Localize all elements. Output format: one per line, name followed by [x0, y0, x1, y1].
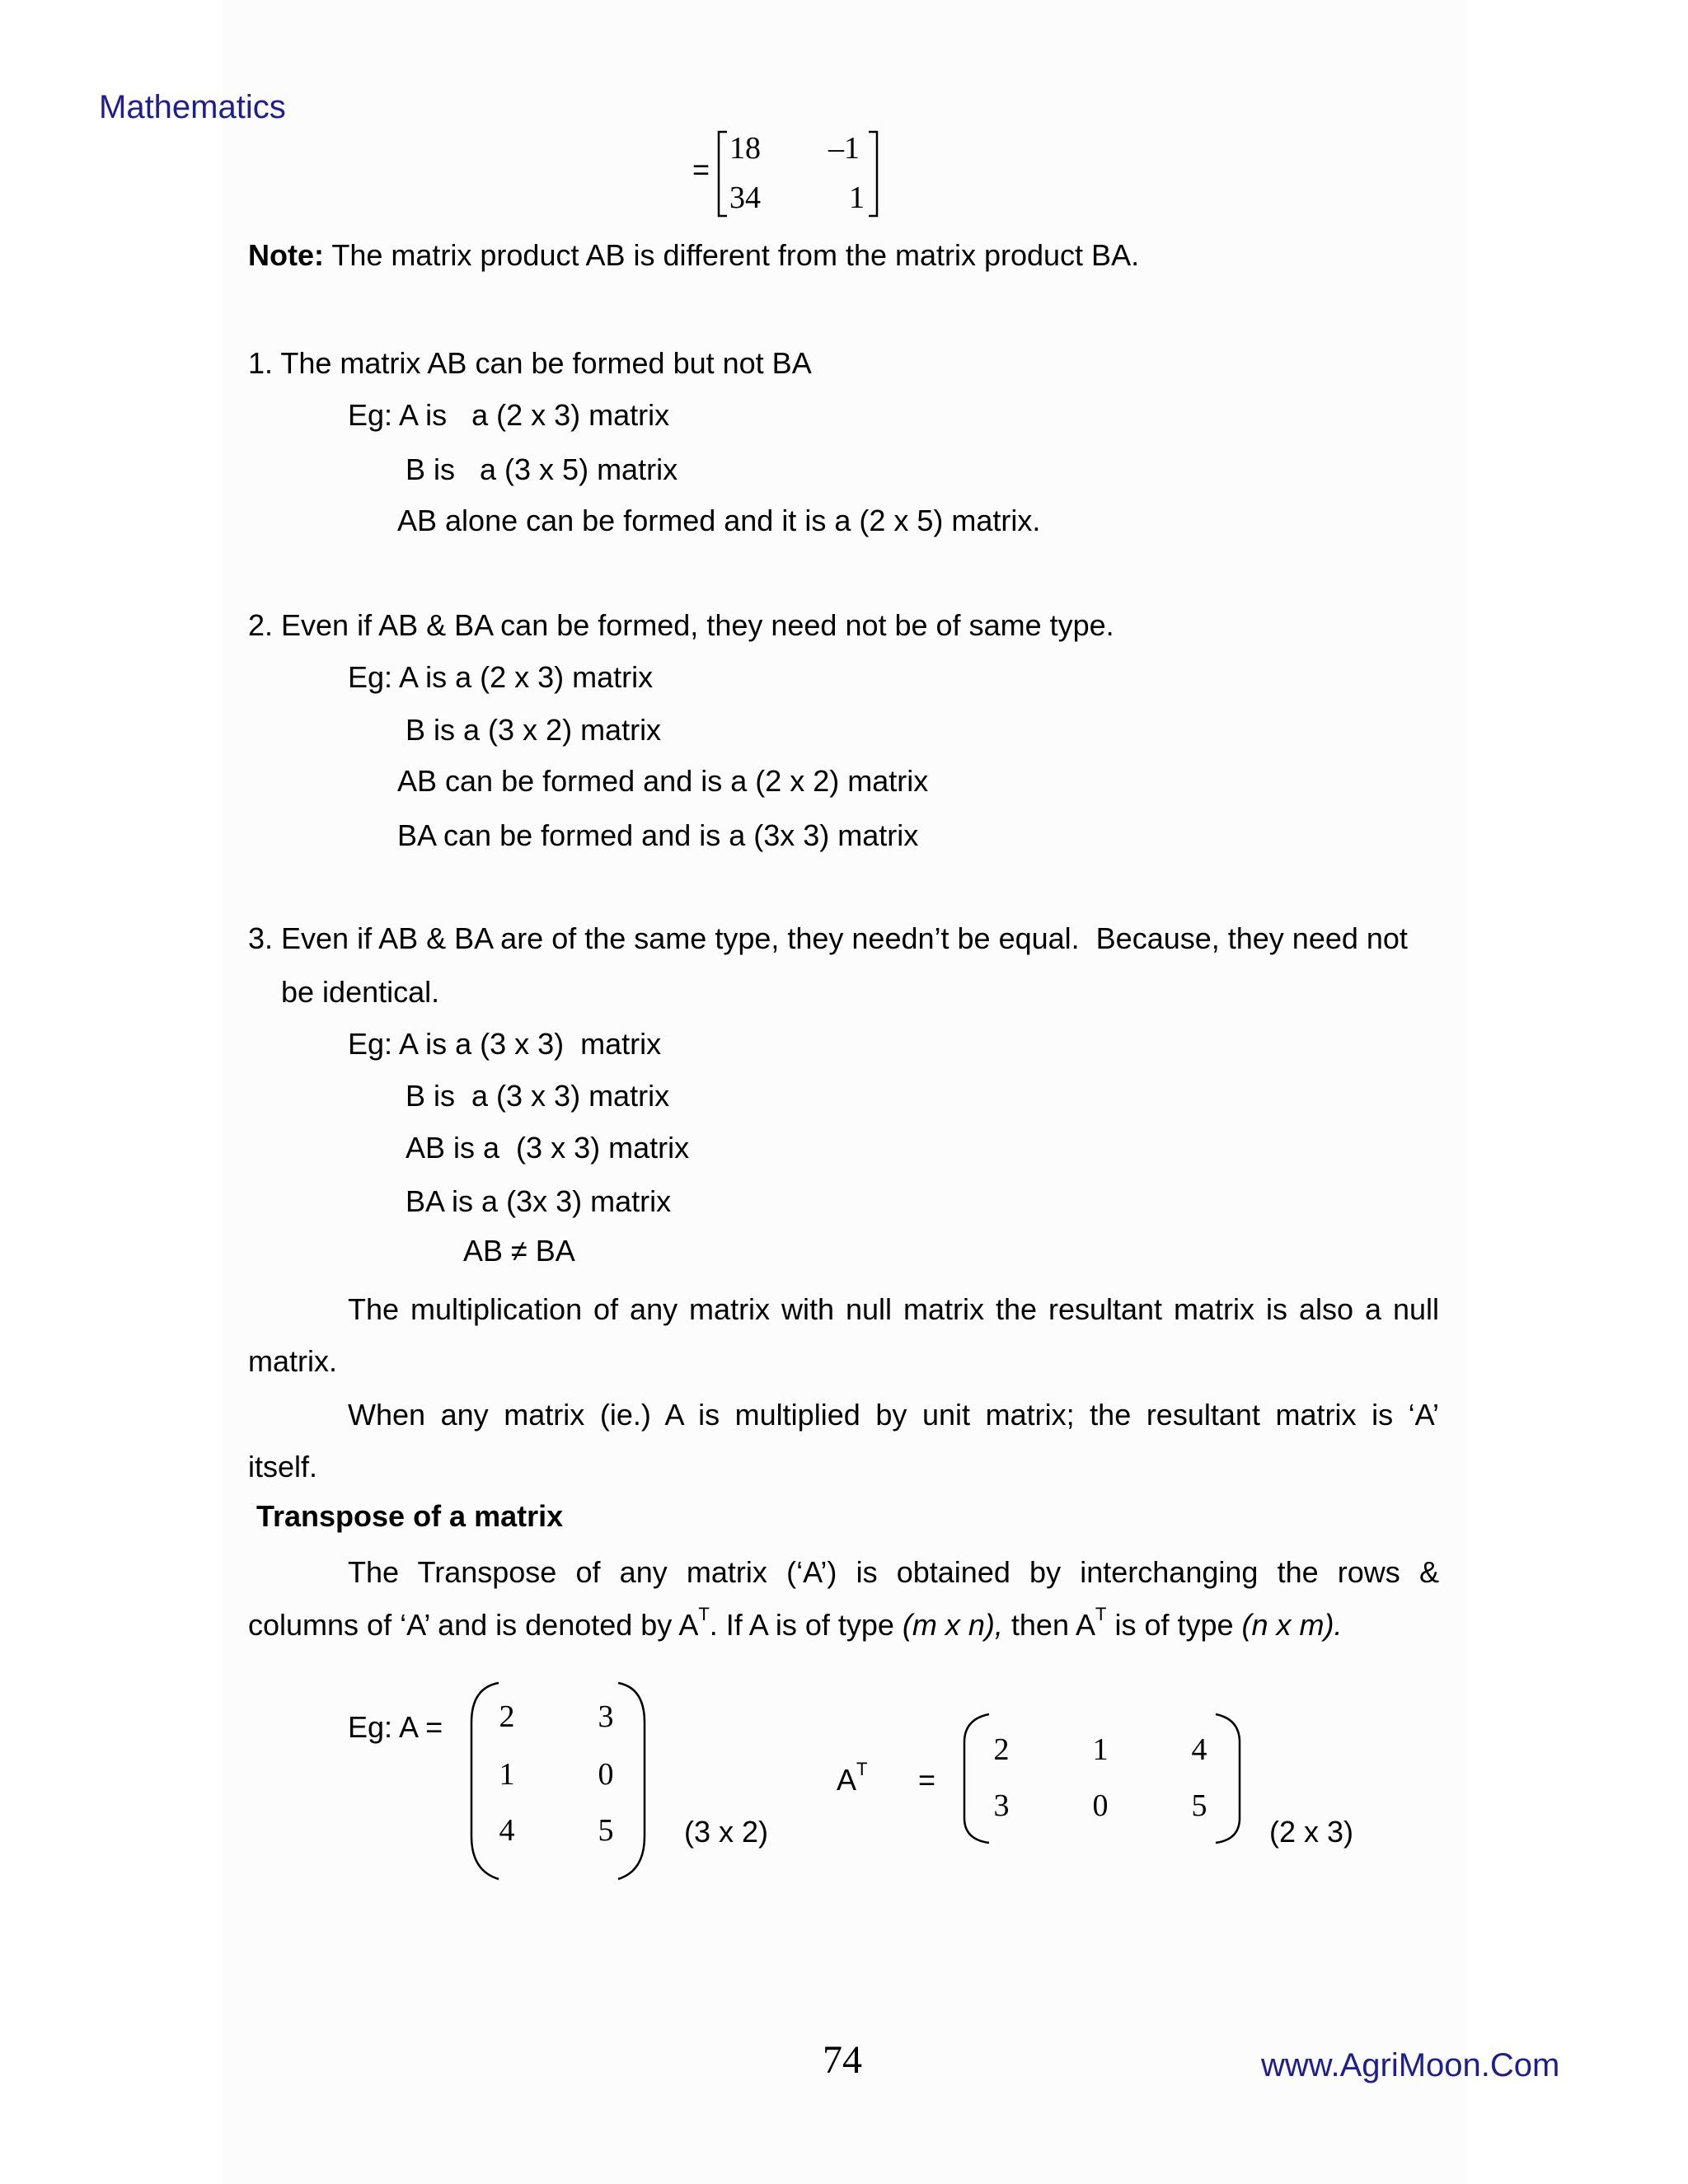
matrix-a-cell: 0 [598, 1757, 614, 1792]
transpose-line1: The Transpose of any matrix (‘A’) is obtained by interchanging the rows & [348, 1555, 1439, 1589]
result-matrix-cell: –1 [828, 131, 860, 166]
matrix-at-cell: 4 [1191, 1732, 1207, 1767]
point1-eg-ab: AB alone can be formed and it is a (2 x 5) matrix. [397, 504, 1041, 537]
page-number: 74 [823, 2038, 862, 2082]
point2-eg-ba: BA can be formed and is a (3x 3) matrix [397, 818, 919, 852]
transpose-line2-text: . If A is of type [709, 1608, 903, 1642]
point3-eg-b: B is a (3 x 3) matrix [406, 1079, 670, 1113]
unit-para-line1: When any matrix (ie.) A is multiplied by unit matrix; the resultant matrix is ‘A’ [348, 1398, 1439, 1432]
point1-eg-a: Eg: A is a (2 x 3) matrix [348, 398, 670, 432]
point2-eg-a: Eg: A is a (2 x 3) matrix [348, 660, 654, 694]
transpose-heading-text: Transpose of a matrix [256, 1499, 564, 1533]
result-matrix-cell: 1 [849, 180, 865, 215]
result-matrix-cell: 18 [729, 131, 761, 166]
point3-neq: AB ≠ BA [463, 1234, 575, 1268]
matrix-at-cell: 5 [1191, 1788, 1207, 1823]
matrix-a-order: (3 x 2) [684, 1815, 769, 1849]
null-para-line2: matrix. [248, 1344, 337, 1378]
point3-eg-ba: BA is a (3x 3) matrix [406, 1184, 672, 1218]
matrix-a-cell: 2 [499, 1699, 515, 1734]
point3-eg-a: Eg: A is a (3 x 3) matrix [348, 1027, 662, 1061]
type-m-x-n: (m x n), [902, 1608, 1003, 1642]
matrix-a-cell: 1 [499, 1757, 515, 1792]
null-para-line1: The multiplication of any matrix with null matrix the resultant matrix is also a null [348, 1292, 1439, 1326]
transpose-line2-text: columns of ‘A’ and is denoted by A [248, 1608, 699, 1642]
superscript-t: T [698, 1604, 710, 1624]
point2-eg-b: B is a (3 x 2) matrix [406, 713, 662, 747]
point3-heading-line1: 3. Even if AB & BA are of the same type, they needn’t be equal. Because, they need not [248, 921, 1408, 955]
result-equals: = [692, 152, 710, 186]
superscript-t: T [856, 1759, 868, 1779]
matrix-a-cell: 3 [598, 1699, 614, 1734]
matrix-a-cell: 5 [598, 1813, 614, 1848]
point2-heading: 2. Even if AB & BA can be formed, they need not be of same type. [248, 608, 1114, 642]
matrix-at-cell: 3 [993, 1788, 1010, 1823]
matrix-a-cell: 4 [499, 1813, 515, 1848]
matrix-at-cell: 2 [993, 1732, 1010, 1767]
point2-eg-ab: AB can be formed and is a (2 x 2) matrix [397, 764, 929, 798]
header-title: Mathematics [99, 89, 286, 125]
transpose-line2-text: is of type [1106, 1608, 1242, 1642]
footer-url[interactable]: www.AgriMoon.Com [1261, 2047, 1560, 2083]
at-label-letter: A [837, 1763, 857, 1797]
unit-para-line2: itself. [248, 1450, 318, 1483]
note-text: The matrix product AB is different from the matrix product BA. [324, 238, 1140, 272]
matrix-at-order: (2 x 3) [1269, 1815, 1354, 1849]
superscript-t: T [1095, 1604, 1107, 1624]
at-equals: = [918, 1763, 936, 1797]
point3-eg-ab: AB is a (3 x 3) matrix [406, 1131, 690, 1165]
point1-heading: 1. The matrix AB can be formed but not BA [248, 346, 812, 380]
point3-heading-line2: be identical. [281, 975, 440, 1009]
transpose-line2-text: then A [1002, 1608, 1096, 1642]
type-n-x-m: (n x m). [1241, 1608, 1343, 1642]
example-a-label: Eg: A = [348, 1710, 443, 1744]
point1-eg-b: B is a (3 x 5) matrix [406, 452, 678, 486]
matrix-at-cell: 0 [1092, 1788, 1109, 1823]
result-matrix-cell: 34 [729, 180, 761, 215]
note-label: Note: [248, 238, 324, 272]
matrix-at-cell: 1 [1092, 1732, 1109, 1767]
